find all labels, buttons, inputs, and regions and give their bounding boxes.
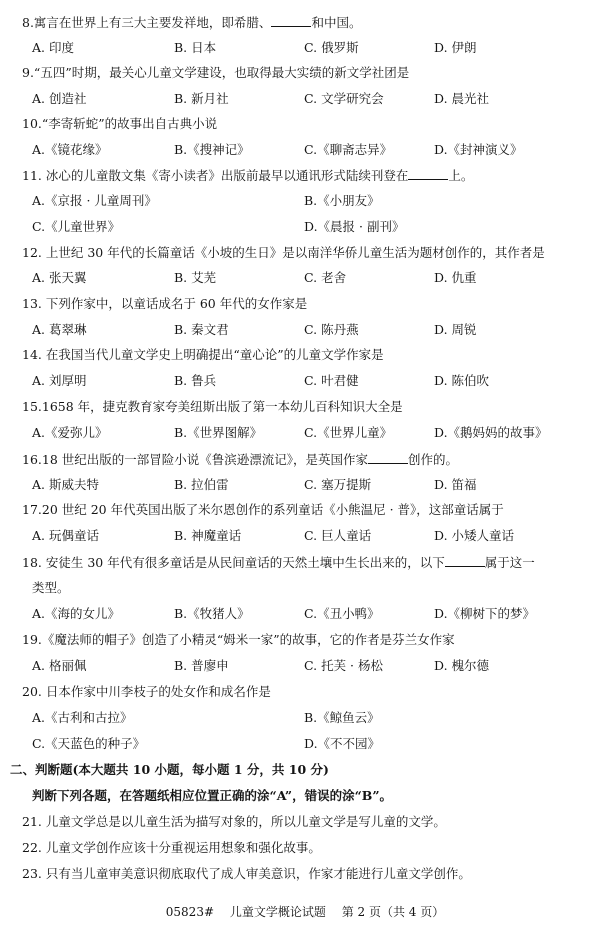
option-a: A.《京报 · 儿童周刊》 — [32, 193, 157, 208]
options-17 — [32, 528, 600, 544]
question-text: 8.寓言在世界上有三大主要发祥地，即希腊、 — [22, 15, 272, 30]
options-10 — [32, 142, 600, 158]
question-8 — [22, 14, 600, 31]
options-18 — [32, 606, 600, 622]
option-c: C. 塞万提斯 — [304, 477, 372, 492]
option-a: A. 玩偶童话 — [32, 528, 99, 543]
question-text-end: 上。 — [448, 168, 474, 183]
question-text: 11. 冰心的儿童散文集《寄小读者》出版前最早以通讯形式陆续刊登在 — [22, 168, 409, 183]
question-text: 10.“李寄斩蛇”的故事出自古典小说 — [22, 116, 218, 131]
option-b: B. 秦文君 — [174, 322, 229, 337]
question-18-continued — [32, 580, 600, 596]
option-c: C.《儿童世界》 — [32, 219, 121, 234]
question-19 — [22, 632, 600, 648]
question-18 — [22, 554, 600, 571]
option-a: A.《古利和古拉》 — [32, 710, 133, 725]
option-d: D. 晨光社 — [434, 91, 490, 106]
option-c: C. 陈丹燕 — [304, 322, 359, 337]
option-b: B.《搜神记》 — [174, 142, 250, 157]
options-19 — [32, 658, 600, 674]
option-c: C.《世界儿童》 — [304, 425, 393, 440]
options-9 — [32, 91, 600, 107]
option-d: D. 周锐 — [434, 322, 477, 337]
option-d: D. 仇重 — [434, 270, 477, 285]
answer-blank — [408, 167, 448, 180]
question-text: 18. 安徒生 30 年代有很多童话是从民间童话的天然土壤中生长出来的，以下 — [22, 555, 445, 570]
page-number: 第 2 页（共 4 页） — [341, 905, 445, 919]
question-text: 15.1658 年，捷克教育家夸美纽斯出版了第一本幼儿百科知识大全是 — [22, 399, 403, 414]
question-17 — [22, 502, 600, 518]
option-c: C.《聊斋志异》 — [304, 142, 393, 157]
question-10 — [22, 116, 600, 132]
option-d: D. 笛福 — [434, 477, 477, 492]
option-d: D.《封神演义》 — [434, 142, 523, 157]
option-c: C. 叶君健 — [304, 373, 359, 388]
question-23: 23. 只有当儿童审美意识彻底取代了成人审美意识，作家才能进行儿童文学创作。 — [22, 866, 471, 881]
options-12 — [32, 270, 600, 286]
option-d: D.《柳树下的梦》 — [434, 606, 536, 621]
option-a: A. 葛翠琳 — [32, 322, 87, 337]
option-b: B. 日本 — [174, 40, 217, 55]
answer-blank — [271, 14, 311, 27]
option-c: C. 文学研究会 — [304, 91, 384, 106]
option-b: B.《小朋友》 — [304, 193, 380, 208]
option-a: A. 斯威夫特 — [32, 477, 99, 492]
option-d: D. 小矮人童话 — [434, 528, 515, 543]
option-a: A. 印度 — [32, 40, 74, 55]
answer-blank — [368, 451, 408, 464]
question-14 — [22, 347, 600, 363]
option-c: C. 巨人童话 — [304, 528, 372, 543]
option-b: B. 艾芜 — [174, 270, 217, 285]
options-13 — [32, 322, 600, 338]
question-11 — [22, 167, 600, 184]
question-20 — [22, 684, 600, 700]
question-9 — [22, 65, 600, 81]
question-text-end: 创作的。 — [408, 452, 459, 467]
option-a: A. 创造社 — [32, 91, 87, 106]
option-c: C. 老舍 — [304, 270, 347, 285]
question-21: 21. 儿童文学总是以儿童生活为描写对象的，所以儿童文学是写儿童的文学。 — [22, 814, 446, 829]
question-text: 14. 在我国当代儿童文学史上明确提出“童心论”的儿童文学作家是 — [22, 347, 384, 362]
option-d: D. 槐尔德 — [434, 658, 490, 673]
option-a: A.《爱弥儿》 — [32, 425, 108, 440]
question-13 — [22, 296, 600, 312]
question-text-end: 属于这一 — [484, 555, 535, 570]
question-text-end: 和中国。 — [311, 15, 362, 30]
question-text: 12. 上世纪 30 年代的长篇童话《小坡的生日》是以南洋华侨儿童生活为题材创作的，其作者是 — [22, 245, 545, 260]
option-c: C. 托芙 · 杨松 — [304, 658, 383, 673]
option-d: D. 陈伯吹 — [434, 373, 490, 388]
option-a: A. 张天翼 — [32, 270, 87, 285]
options-20-row2 — [32, 736, 600, 752]
option-a: A.《镜花缘》 — [32, 142, 108, 157]
options-14 — [32, 373, 600, 389]
question-text: 20. 日本作家中川李枝子的处女作和成名作是 — [22, 684, 271, 699]
question-15 — [22, 399, 600, 415]
option-b: B. 新月社 — [174, 91, 229, 106]
question-text: 17.20 世纪 20 年代英国出版了米尔恩创作的系列童话《小熊温尼 · 普》，这部童话属于 — [22, 502, 504, 517]
question-12 — [22, 245, 600, 261]
section-heading: 二、判断题(本大题共 10 小题，每小题 1 分，共 10 分) — [10, 762, 329, 777]
options-20-row1 — [32, 710, 600, 726]
option-d: D.《晨报 · 副刊》 — [304, 219, 405, 234]
option-c: C.《天蓝色的种子》 — [32, 736, 146, 751]
option-c: C. 俄罗斯 — [304, 40, 359, 55]
option-b: B. 普廖申 — [174, 658, 229, 673]
question-text: 16.18 世纪出版的一部冒险小说《鲁滨逊漂流记》，是英国作家 — [22, 452, 369, 467]
options-11-row1 — [32, 193, 600, 209]
option-d: D.《不不园》 — [304, 736, 381, 751]
question-text: 类型。 — [32, 580, 70, 595]
option-d: D.《鹅妈妈的故事》 — [434, 425, 548, 440]
answer-blank — [445, 554, 485, 567]
option-b: B.《世界图解》 — [174, 425, 263, 440]
options-16 — [32, 477, 600, 493]
question-22: 22. 儿童文学创作应该十分重视运用想象和强化故事。 — [22, 840, 321, 855]
question-text: 9.“五四”时期，最关心儿童文学建设，也取得最大实绩的新文学社团是 — [22, 65, 410, 80]
option-b: B. 鲁兵 — [174, 373, 217, 388]
option-a: A. 刘厚明 — [32, 373, 87, 388]
option-b: B.《牧猪人》 — [174, 606, 250, 621]
option-b: B.《鲸鱼云》 — [304, 710, 380, 725]
section-instruction: 判断下列各题，在答题纸相应位置正确的涂“A”，错误的涂“B”。 — [32, 788, 393, 803]
options-8 — [32, 40, 600, 56]
exam-title: 儿童文学概论试题 — [229, 905, 326, 919]
option-b: B. 神魔童话 — [174, 528, 242, 543]
option-a: A. 格丽佩 — [32, 658, 87, 673]
exam-code: 05823# — [165, 905, 215, 919]
question-text: 13. 下列作家中，以童话成名于 60 年代的女作家是 — [22, 296, 308, 311]
option-b: B. 拉伯雷 — [174, 477, 229, 492]
option-d: D. 伊朗 — [434, 40, 477, 55]
question-16 — [22, 451, 600, 468]
options-15 — [32, 425, 600, 441]
option-c: C.《丑小鸭》 — [304, 606, 380, 621]
question-text: 19.《魔法师的帽子》创造了小精灵“姆米一家”的故事，它的作者是芬兰女作家 — [22, 632, 455, 647]
options-11-row2 — [32, 219, 600, 235]
option-a: A.《海的女儿》 — [32, 606, 121, 621]
page-footer — [0, 903, 610, 920]
